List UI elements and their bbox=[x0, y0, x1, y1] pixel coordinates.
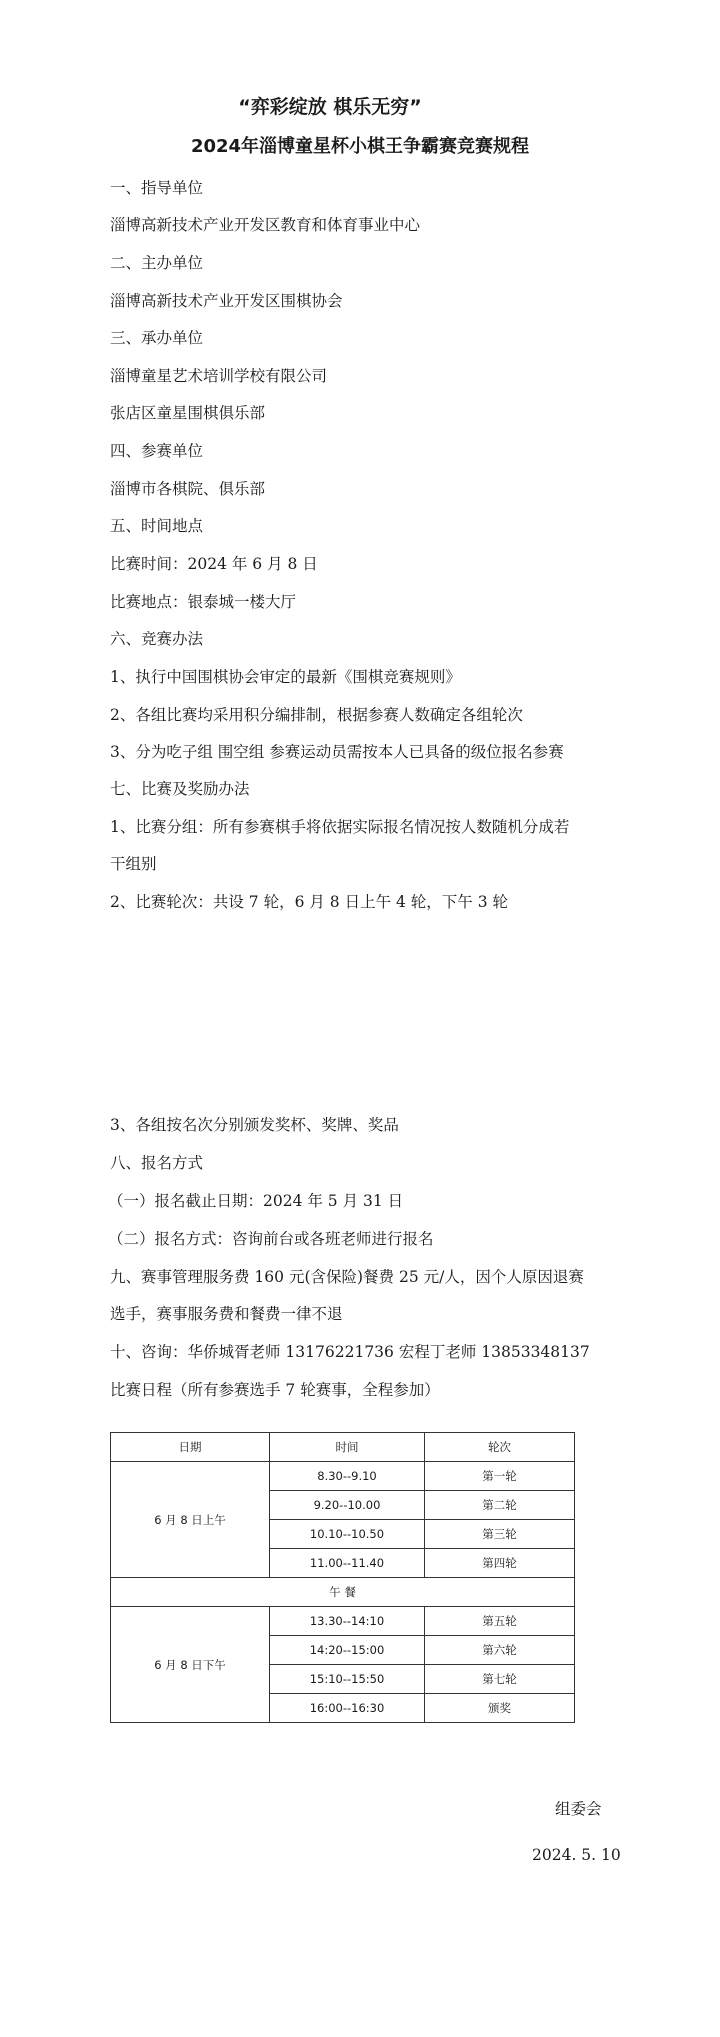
time-cell: 9.20--10.00 bbox=[270, 1491, 425, 1520]
section-2-text: 淄博高新技术产业开发区围棋协会 bbox=[110, 292, 343, 310]
time-cell: 16:00--16:30 bbox=[270, 1694, 425, 1723]
round-cell: 第五轮 bbox=[425, 1607, 575, 1636]
round-cell: 第三轮 bbox=[425, 1520, 575, 1549]
signature-date: 2024. 5. 10 bbox=[532, 1846, 621, 1864]
section-4-heading: 四、参赛单位 bbox=[110, 442, 204, 460]
match-place: 比赛地点：银泰城一楼大厅 bbox=[110, 593, 297, 611]
section-7-item-3: 3、各组按名次分别颁发奖杯、奖牌、奖品 bbox=[110, 1116, 399, 1134]
section-6-item-1: 1、执行中国围棋协会审定的最新《围棋竞赛规则》 bbox=[110, 668, 461, 686]
schedule-table bbox=[110, 1432, 575, 1723]
section-8-heading: 八、报名方式 bbox=[110, 1154, 204, 1172]
time-cell: 13.30--14:10 bbox=[270, 1607, 425, 1636]
lunch-cell: 午 餐 bbox=[111, 1578, 575, 1607]
round-cell: 第一轮 bbox=[425, 1462, 575, 1491]
section-7-heading: 七、比赛及奖励办法 bbox=[110, 780, 250, 798]
section-5-heading: 五、时间地点 bbox=[110, 517, 204, 535]
lunch-row bbox=[111, 1578, 575, 1607]
section-4-text: 淄博市各棋院、俱乐部 bbox=[110, 480, 266, 498]
section-3-text-2: 张店区童星围棋俱乐部 bbox=[110, 404, 266, 422]
document-title: 2024年淄博童星杯小棋王争霸赛竞赛规程 bbox=[190, 136, 530, 157]
morning-date-cell: 6 月 8 日上午 bbox=[111, 1462, 270, 1578]
section-7-item-1-a: 1、比赛分组：所有参赛棋手将依据实际报名情况按人数随机分成若 bbox=[110, 818, 570, 836]
header-time: 时间 bbox=[270, 1433, 425, 1462]
round-cell: 第四轮 bbox=[425, 1549, 575, 1578]
time-cell: 14:20--15:00 bbox=[270, 1636, 425, 1665]
time-cell: 8.30--9.10 bbox=[270, 1462, 425, 1491]
section-8-item-2: （二）报名方式：咨询前台或各班老师进行报名 bbox=[108, 1230, 434, 1248]
section-3-heading: 三、承办单位 bbox=[110, 329, 204, 347]
round-cell: 第七轮 bbox=[425, 1665, 575, 1694]
section-1-heading: 一、指导单位 bbox=[110, 179, 204, 197]
section-2-heading: 二、主办单位 bbox=[110, 254, 204, 272]
round-cell: 第二轮 bbox=[425, 1491, 575, 1520]
table-row bbox=[111, 1607, 575, 1636]
section-10-contact: 十、咨询：华侨城胥老师 13176221736 宏程丁老师 13853348137 bbox=[110, 1343, 590, 1361]
table-header-row bbox=[111, 1433, 575, 1462]
afternoon-date-cell: 6 月 8 日下午 bbox=[111, 1607, 270, 1723]
table-row bbox=[111, 1462, 575, 1491]
schedule-intro: 比赛日程（所有参赛选手 7 轮赛事，全程参加） bbox=[110, 1381, 440, 1399]
header-date: 日期 bbox=[111, 1433, 270, 1462]
time-cell: 10.10--10.50 bbox=[270, 1520, 425, 1549]
document-slogan: “弈彩绽放 棋乐无穷” bbox=[238, 96, 422, 118]
organizing-committee: 组委会 bbox=[555, 1800, 602, 1818]
round-cell: 颁奖 bbox=[425, 1694, 575, 1723]
section-1-text: 淄博高新技术产业开发区教育和体育事业中心 bbox=[110, 216, 421, 234]
section-3-text-1: 淄博童星艺术培训学校有限公司 bbox=[110, 367, 328, 385]
header-round: 轮次 bbox=[425, 1433, 575, 1462]
section-8-item-1: （一）报名截止日期：2024 年 5 月 31 日 bbox=[108, 1192, 404, 1210]
section-6-heading: 六、竞赛办法 bbox=[110, 630, 204, 648]
section-7-item-2: 2、比赛轮次：共设 7 轮，6 月 8 日上午 4 轮，下午 3 轮 bbox=[110, 893, 509, 911]
time-cell: 11.00--11.40 bbox=[270, 1549, 425, 1578]
time-cell: 15:10--15:50 bbox=[270, 1665, 425, 1694]
section-7-item-1-b: 干组别 bbox=[110, 855, 157, 873]
section-9-line-a: 九、赛事管理服务费 160 元(含保险)餐费 25 元/人，因个人原因退赛 bbox=[110, 1268, 584, 1286]
section-6-item-3: 3、分为吃子组 围空组 参赛运动员需按本人已具备的级位报名参赛 bbox=[110, 743, 564, 761]
section-9-line-b: 选手，赛事服务费和餐费一律不退 bbox=[110, 1305, 343, 1323]
round-cell: 第六轮 bbox=[425, 1636, 575, 1665]
section-6-item-2: 2、各组比赛均采用积分编排制，根据参赛人数确定各组轮次 bbox=[110, 706, 523, 724]
match-time: 比赛时间：2024 年 6 月 8 日 bbox=[110, 555, 318, 573]
